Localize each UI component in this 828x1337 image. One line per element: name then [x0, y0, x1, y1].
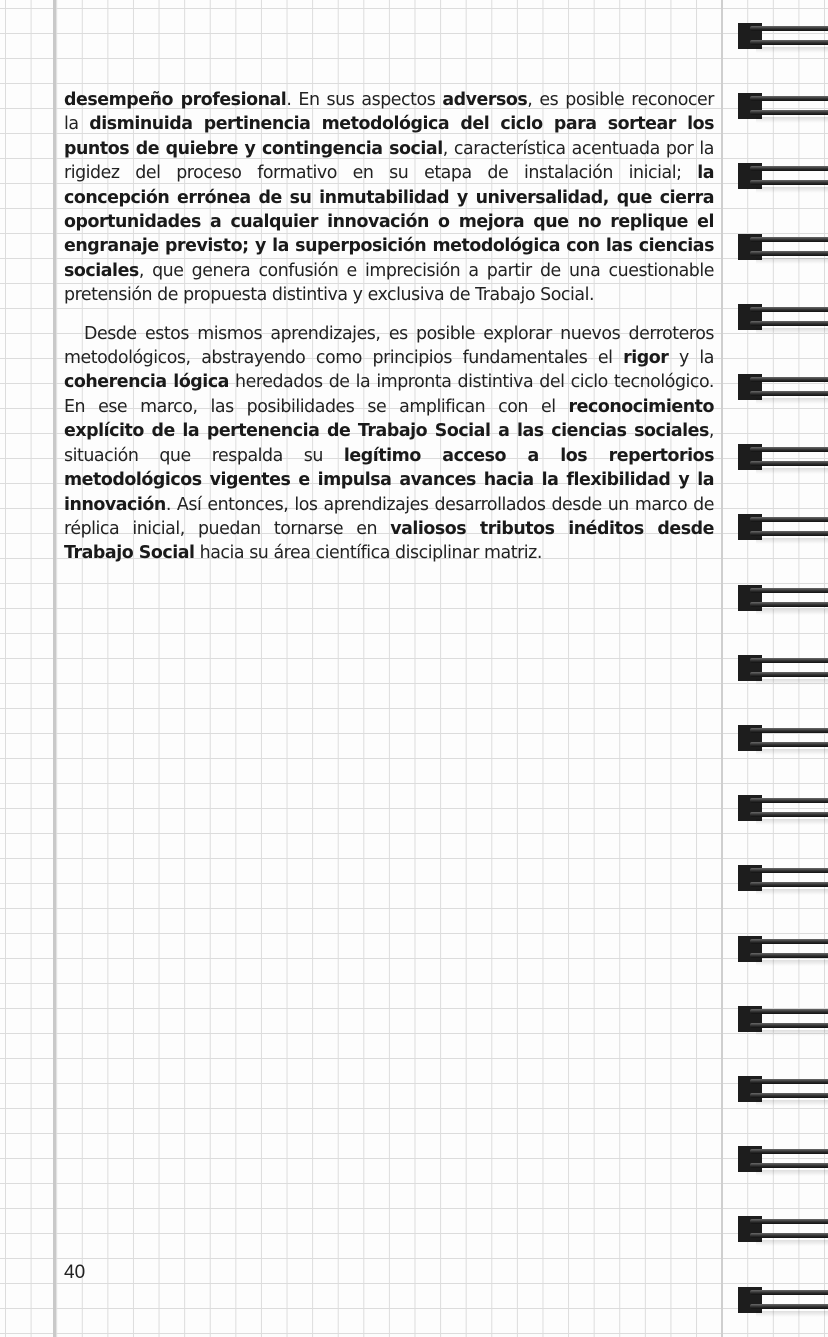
spiral-ring-icon [738, 1287, 828, 1313]
spiral-ring-icon [738, 865, 828, 891]
spiral-ring-icon [738, 304, 828, 330]
text-run: , característica acentuada por la rigidez del proceso formativo en su etapa de instalación inicial; [64, 138, 714, 184]
paragraph-1 [64, 88, 714, 308]
spiral-ring-icon [738, 1216, 828, 1242]
spiral-ring-icon [738, 795, 828, 821]
text-run: hacia su área científica disciplinar matriz. [194, 543, 542, 564]
text-run: . Así entonces, los aprendizajes desarrollados desde un marco de réplica inicial, puedan tornarse en [64, 494, 714, 539]
spiral-ring-icon [738, 234, 828, 260]
bold-phrase: legítimo acceso a los repertorios metodológicos vigentes e impulsa avances hacia la flexibilidad y la innovación [64, 445, 714, 515]
text-run: , situación que respalda su [64, 421, 714, 466]
text-run: heredados de la impronta distintiva del ciclo tecnológico. En ese marco, las posibilidades se amplifican con el [64, 372, 714, 417]
spiral-ring-icon [738, 585, 828, 611]
text-run: . En sus aspectos [286, 90, 443, 110]
page-number: 40 [64, 1262, 86, 1283]
bold-phrase: desempeño profesional [64, 90, 287, 110]
spiral-ring-icon [738, 1146, 828, 1172]
bold-phrase: coherencia lógica [64, 372, 229, 393]
bold-phrase: rigor [623, 348, 669, 369]
text-run: , que genera confusión e imprecisión a partir de una cuestionable pretensión de propuesta distintiva y exclusiva de Trabajo Social. [64, 260, 714, 306]
right-margin-line [721, 0, 723, 1337]
spiral-ring-icon [738, 93, 828, 119]
bold-phrase: disminuida pertinencia metodológica del ciclo para sortear los puntos de quiebre y contingencia social [64, 114, 714, 159]
page-body-text [64, 88, 714, 580]
text-run: Desde estos mismos aprendizajes, es posible explorar nuevos derroteros metodológicos, abstrayendo como principios fundamentales el [64, 323, 714, 369]
bold-phrase: la concepción errónea de su inmutabilidad y universalidad, que cierra oportunidades a cualquier innovación o mejora que no replique el engranaje previsto; y la superposición metodológica con las ciencias sociales [64, 163, 714, 281]
spiral-ring-icon [738, 163, 828, 189]
spiral-ring-icon [738, 374, 828, 400]
spiral-ring-icon [738, 725, 828, 751]
spiral-ring-icon [738, 444, 828, 470]
spiral-ring-icon [738, 1076, 828, 1102]
left-margin-line [53, 0, 56, 1337]
paragraph-2 [64, 322, 714, 566]
spiral-ring-icon [738, 936, 828, 962]
text-run: , es posible reconocer la [64, 90, 714, 135]
bold-phrase: valiosos tributos inéditos desde Trabajo Social [64, 518, 714, 564]
spiral-ring-icon [738, 655, 828, 681]
bold-phrase: adversos [442, 90, 528, 110]
bold-phrase: reconocimiento explícito de la pertenencia de Trabajo Social a las ciencias sociales [64, 396, 714, 442]
spiral-ring-icon [738, 23, 828, 49]
spiral-ring-icon [738, 514, 828, 540]
text-run: y la [668, 348, 714, 369]
spiral-ring-icon [738, 1006, 828, 1032]
